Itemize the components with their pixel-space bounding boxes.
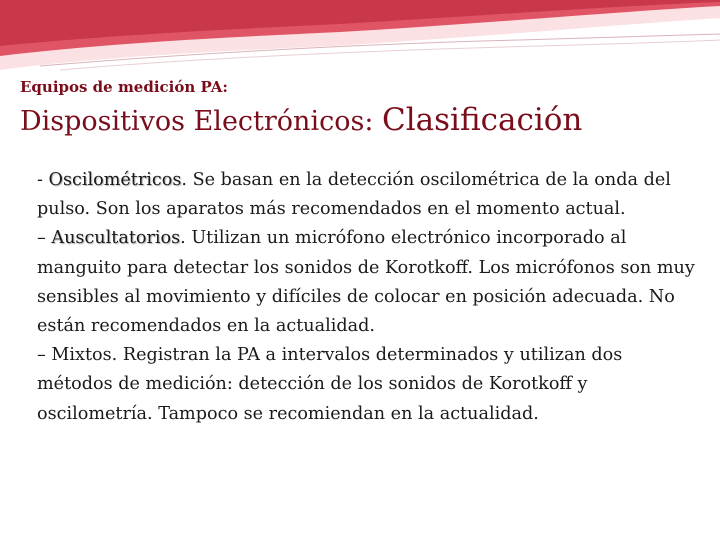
- slide-title: [20, 102, 582, 139]
- item-text: . Se basan en la detección oscilométrica de la onda del pulso. Son los aparatos más recomendados en el momento actual.: [37, 170, 671, 220]
- item-prefix: -: [37, 170, 49, 190]
- list-item-mixtos: [37, 341, 697, 429]
- list-item-oscilometricos: [37, 166, 697, 224]
- item-prefix: –: [37, 228, 52, 249]
- body-text: [37, 166, 697, 429]
- item-text: . Registran la PA a intervalos determinados y utilizan dos métodos de medición: detección de los sonidos de Korotkoff y oscilometría. Tampoco se recomiendan en la actualidad.: [37, 345, 623, 424]
- item-text: . Utilizan un micrófono electrónico incorporado al manguito para detectar los sonidos de Korotkoff. Los micrófonos son muy sensibles al movimiento y difíciles de colocar en posición adecuada. No están recomendados en la actualidad.: [37, 228, 695, 337]
- item-term: Oscilométricos: [48, 170, 182, 190]
- header-swoosh-decoration: [0, 0, 720, 80]
- item-term: Mixtos: [51, 345, 112, 366]
- item-term: Auscultatorios: [51, 228, 181, 249]
- slide-subtitle: Equipos de medición PA:: [20, 78, 228, 96]
- item-prefix: –: [37, 345, 52, 366]
- title-part-2: Clasificación: [382, 102, 583, 138]
- list-item-auscultatorios: [37, 224, 697, 341]
- title-part-1: Dispositivos Electrónicos:: [20, 106, 382, 137]
